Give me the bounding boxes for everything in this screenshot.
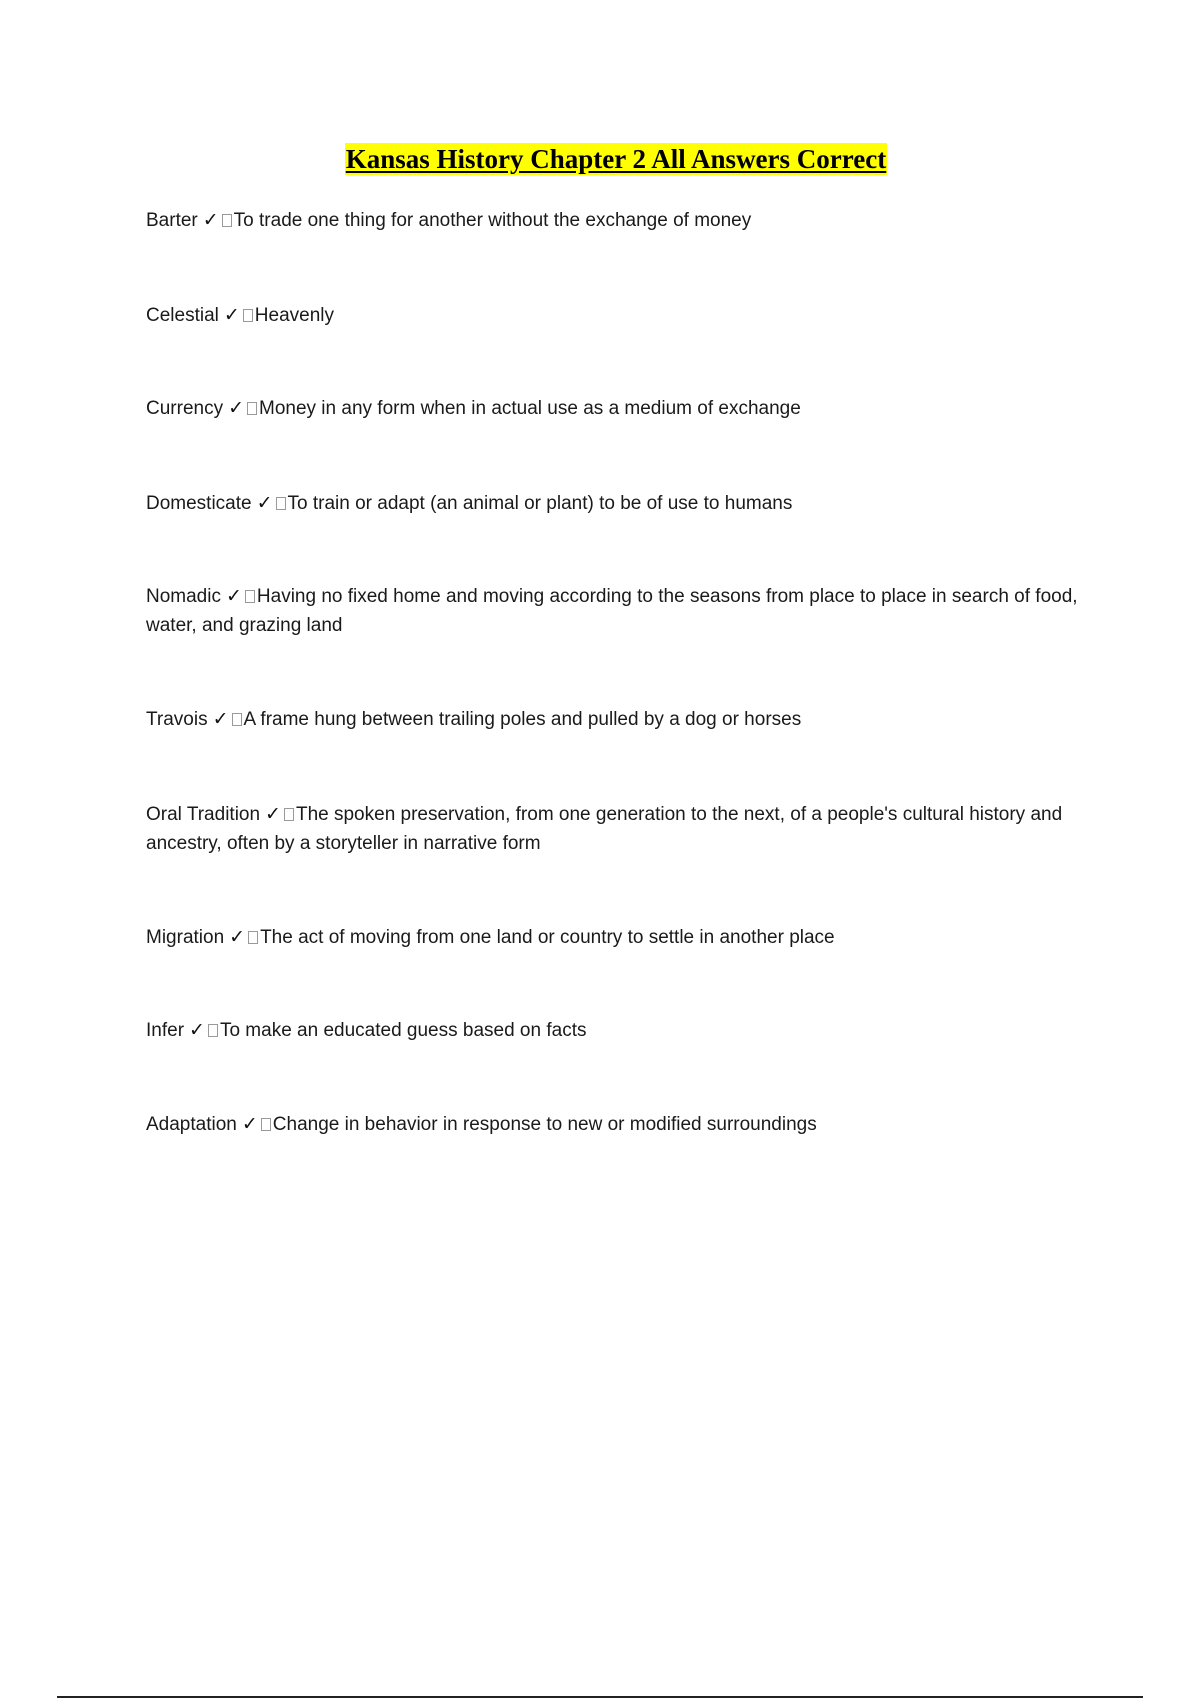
check-icon: ✓: [202, 209, 219, 231]
entry-migration: [146, 923, 1096, 952]
entry-term: Celestial: [146, 305, 219, 326]
check-icon: ✓: [228, 397, 244, 419]
check-icon: ✓: [256, 492, 273, 514]
document-title: Kansas History Chapter 2 All Answers Correct: [345, 144, 887, 174]
box-icon: [276, 497, 286, 510]
entry-definition: To trade one thing for another without the exchange of money: [233, 210, 752, 231]
entry-definition: To train or adapt (an animal or plant) to be of use to humans: [287, 493, 793, 514]
entry-definition: The act of moving from one land or country to settle in another place: [260, 927, 835, 948]
entry-currency: [146, 394, 1096, 423]
box-icon: [247, 402, 257, 415]
check-icon: ✓: [189, 1019, 205, 1041]
entry-term: Migration: [146, 927, 225, 948]
title-container: [0, 143, 1200, 175]
box-icon: [243, 309, 253, 322]
check-icon: ✓: [225, 585, 242, 607]
box-icon: [245, 590, 255, 603]
entry-term: Nomadic: [146, 586, 221, 607]
entry-travois: [146, 705, 1096, 734]
entry-infer: [146, 1016, 1096, 1045]
entry-definition: To make an educated guess based on facts: [219, 1020, 587, 1041]
box-icon: [261, 1118, 271, 1131]
footer-divider: [57, 1696, 1143, 1698]
entry-definition: Money in any form when in actual use as a medium of exchange: [259, 398, 801, 419]
entry-domesticate: [146, 489, 1096, 518]
entry-definition: Heavenly: [254, 305, 335, 326]
box-icon: [222, 214, 232, 227]
entry-adaptation: [146, 1110, 1096, 1139]
box-icon: [248, 931, 258, 944]
box-icon: [208, 1024, 218, 1037]
entry-term: Infer: [146, 1020, 185, 1041]
check-icon: ✓: [265, 803, 281, 825]
entry-celestial: [146, 301, 1096, 330]
box-icon: [284, 808, 294, 821]
entry-definition: The spoken preservation, from one generation to the next, of a people's cultural history and ancestry, often by a storyteller in narrative form: [146, 804, 1063, 854]
entry-term: Barter: [146, 210, 198, 231]
entry-definition: Change in behavior in response to new or modified surroundings: [272, 1114, 817, 1135]
entry-term: Oral Tradition: [146, 804, 261, 825]
entry-term: Travois: [146, 709, 208, 730]
entry-term: Adaptation: [146, 1114, 237, 1135]
check-icon: ✓: [241, 1113, 258, 1135]
entry-nomadic: [146, 582, 1096, 640]
check-icon: ✓: [229, 926, 246, 948]
check-icon: ✓: [223, 304, 240, 326]
entry-barter: [146, 206, 1096, 235]
entry-definition: Having no fixed home and moving according to the seasons from place to place in search of food, water, and grazing land: [146, 586, 1078, 636]
check-icon: ✓: [212, 708, 229, 730]
box-icon: [232, 713, 242, 726]
entry-oral-tradition: [146, 800, 1096, 858]
entry-term: Currency: [146, 398, 224, 419]
entry-term: Domesticate: [146, 493, 252, 514]
entry-definition: A frame hung between trailing poles and pulled by a dog or horses: [243, 709, 802, 730]
